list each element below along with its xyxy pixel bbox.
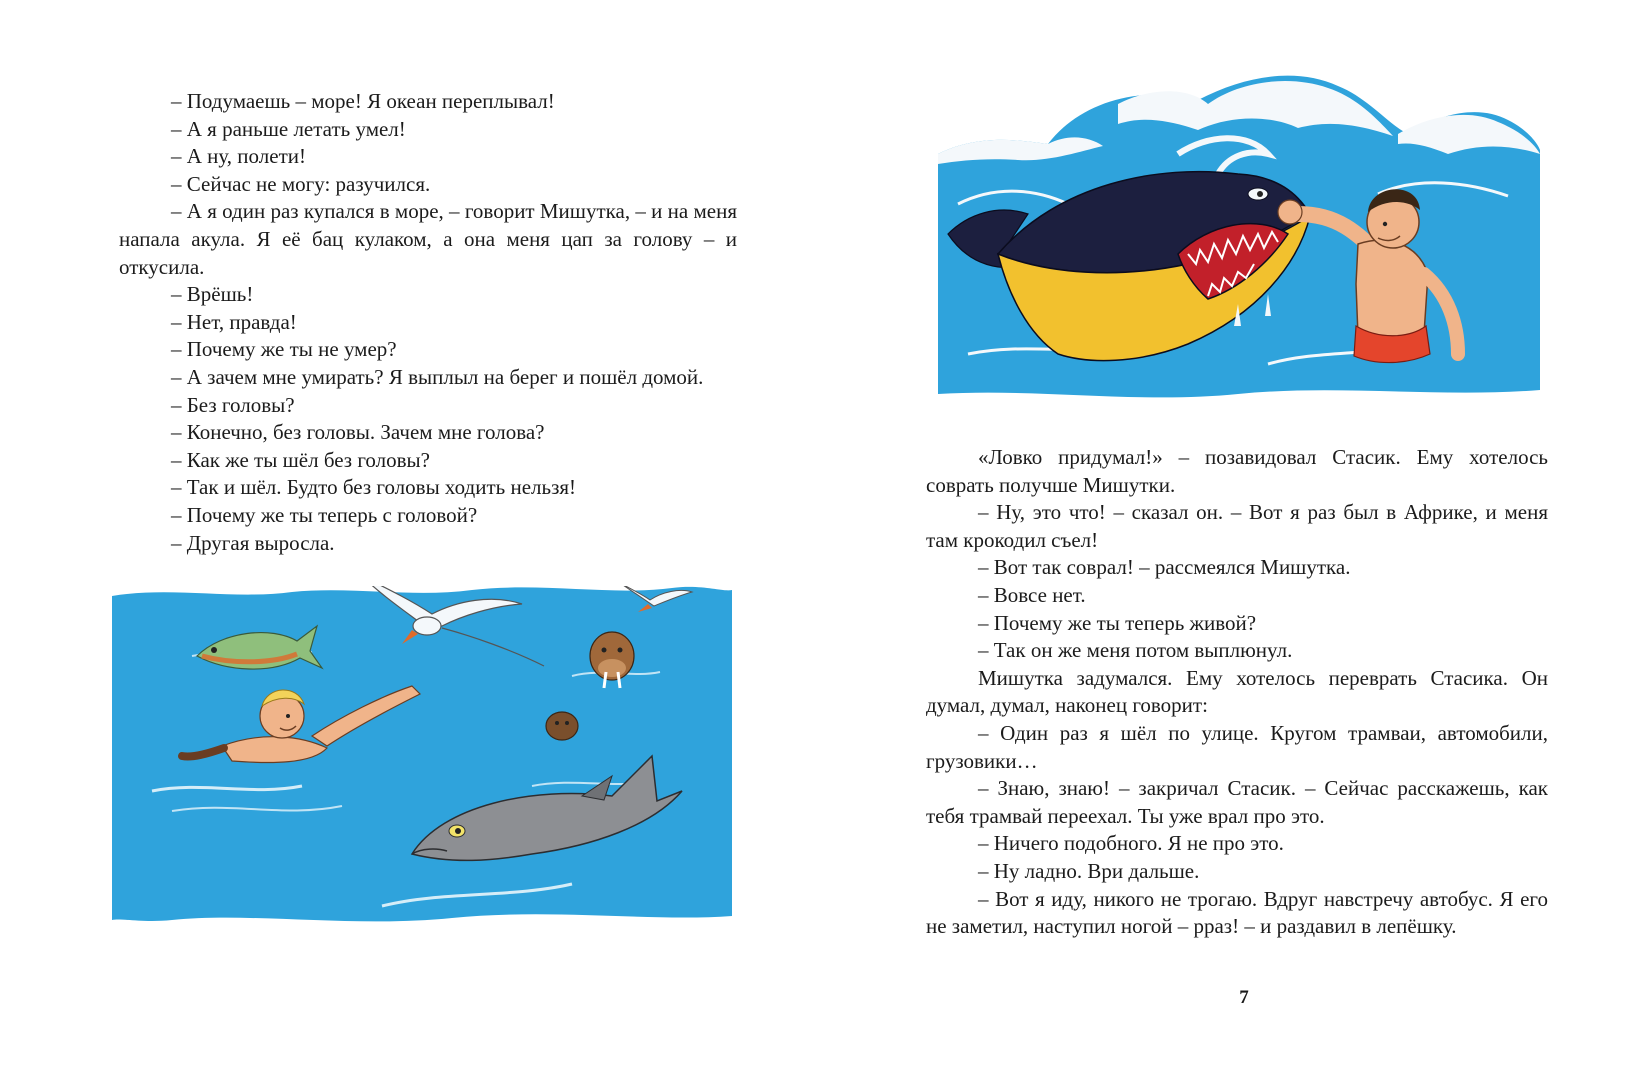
paragraph: – Один раз я шёл по улице. Кругом трамваи, автомобили, грузовики… xyxy=(926,720,1548,773)
right-page xyxy=(826,0,1652,1080)
paragraph: – Ничего подобного. Я не про это. xyxy=(978,831,1284,856)
paragraph: – А я один раз купался в море, – говорит Мишутка, – и на меня напала акула. Я её бац кулаком, а она меня цап за голову – и откусила. xyxy=(119,199,737,279)
paragraph: – Врёшь! xyxy=(171,282,254,307)
paragraph: – Ну ладно. Ври дальше. xyxy=(978,858,1200,883)
right-page-text xyxy=(926,444,1548,941)
sea-swimmer-illustration xyxy=(112,586,732,984)
paragraph: – Без головы? xyxy=(171,392,295,417)
paragraph: – Вот так соврал! – рассмеялся Мишутка. xyxy=(978,555,1351,580)
seal-icon xyxy=(546,712,578,740)
paragraph: Мишутка задумался. Ему хотелось переврать Стасика. Он думал, думал, наконец говорит: xyxy=(926,665,1548,718)
paragraph: – Почему же ты не умер? xyxy=(171,337,397,362)
page-number: 7 xyxy=(1239,987,1249,1008)
paragraph: – А ну, полети! xyxy=(171,144,306,169)
paragraph: – Сейчас не могу: разучился. xyxy=(171,171,431,196)
paragraph: – Так и шёл. Будто без головы ходить нельзя! xyxy=(171,475,577,500)
paragraph: «Ловко придумал!» – позавидовал Стасик. Ему хотелось соврать получше Мишутки. xyxy=(926,445,1548,497)
paragraph: – Как же ты шёл без головы? xyxy=(171,447,430,472)
paragraph: – Почему же ты теперь с головой? xyxy=(171,502,478,527)
paragraph: – Вовсе нет. xyxy=(978,582,1086,607)
shark-attack-illustration-svg xyxy=(938,64,1540,414)
shark-attack-illustration xyxy=(938,64,1540,414)
paragraph: – А зачем мне умирать? Я выплыл на берег и пошёл домой. xyxy=(171,364,704,389)
paragraph: – Так он же меня потом выплюнул. xyxy=(978,638,1293,663)
paragraph: – Знаю, знаю! – закричал Стасик. – Сейчас расскажешь, как тебя трамвай переехал. Ты уже врал про это. xyxy=(926,776,1548,828)
paragraph: – Ну, это что! – сказал он. – Вот я раз был в Африке, и меня там крокодил съел! xyxy=(926,500,1548,552)
paragraph: – Вот я иду, никого не трогаю. Вдруг навстречу автобус. Я его не заметил, наступил ногой – рраз! – и раздавил в лепёшку. xyxy=(926,886,1548,939)
paragraph: – Нет, правда! xyxy=(171,309,297,334)
paragraph: – Конечно, без головы. Зачем мне голова? xyxy=(171,420,545,445)
paragraph: – Подумаешь – море! Я океан переплывал! xyxy=(171,89,555,113)
paragraph: – Другая выросла. xyxy=(171,530,335,555)
paragraph: – Почему же ты теперь живой? xyxy=(978,610,1257,635)
left-page-text xyxy=(119,88,737,557)
paragraph: – А я раньше летать умел! xyxy=(171,116,406,141)
sea-swimmer-illustration-svg xyxy=(112,586,732,984)
